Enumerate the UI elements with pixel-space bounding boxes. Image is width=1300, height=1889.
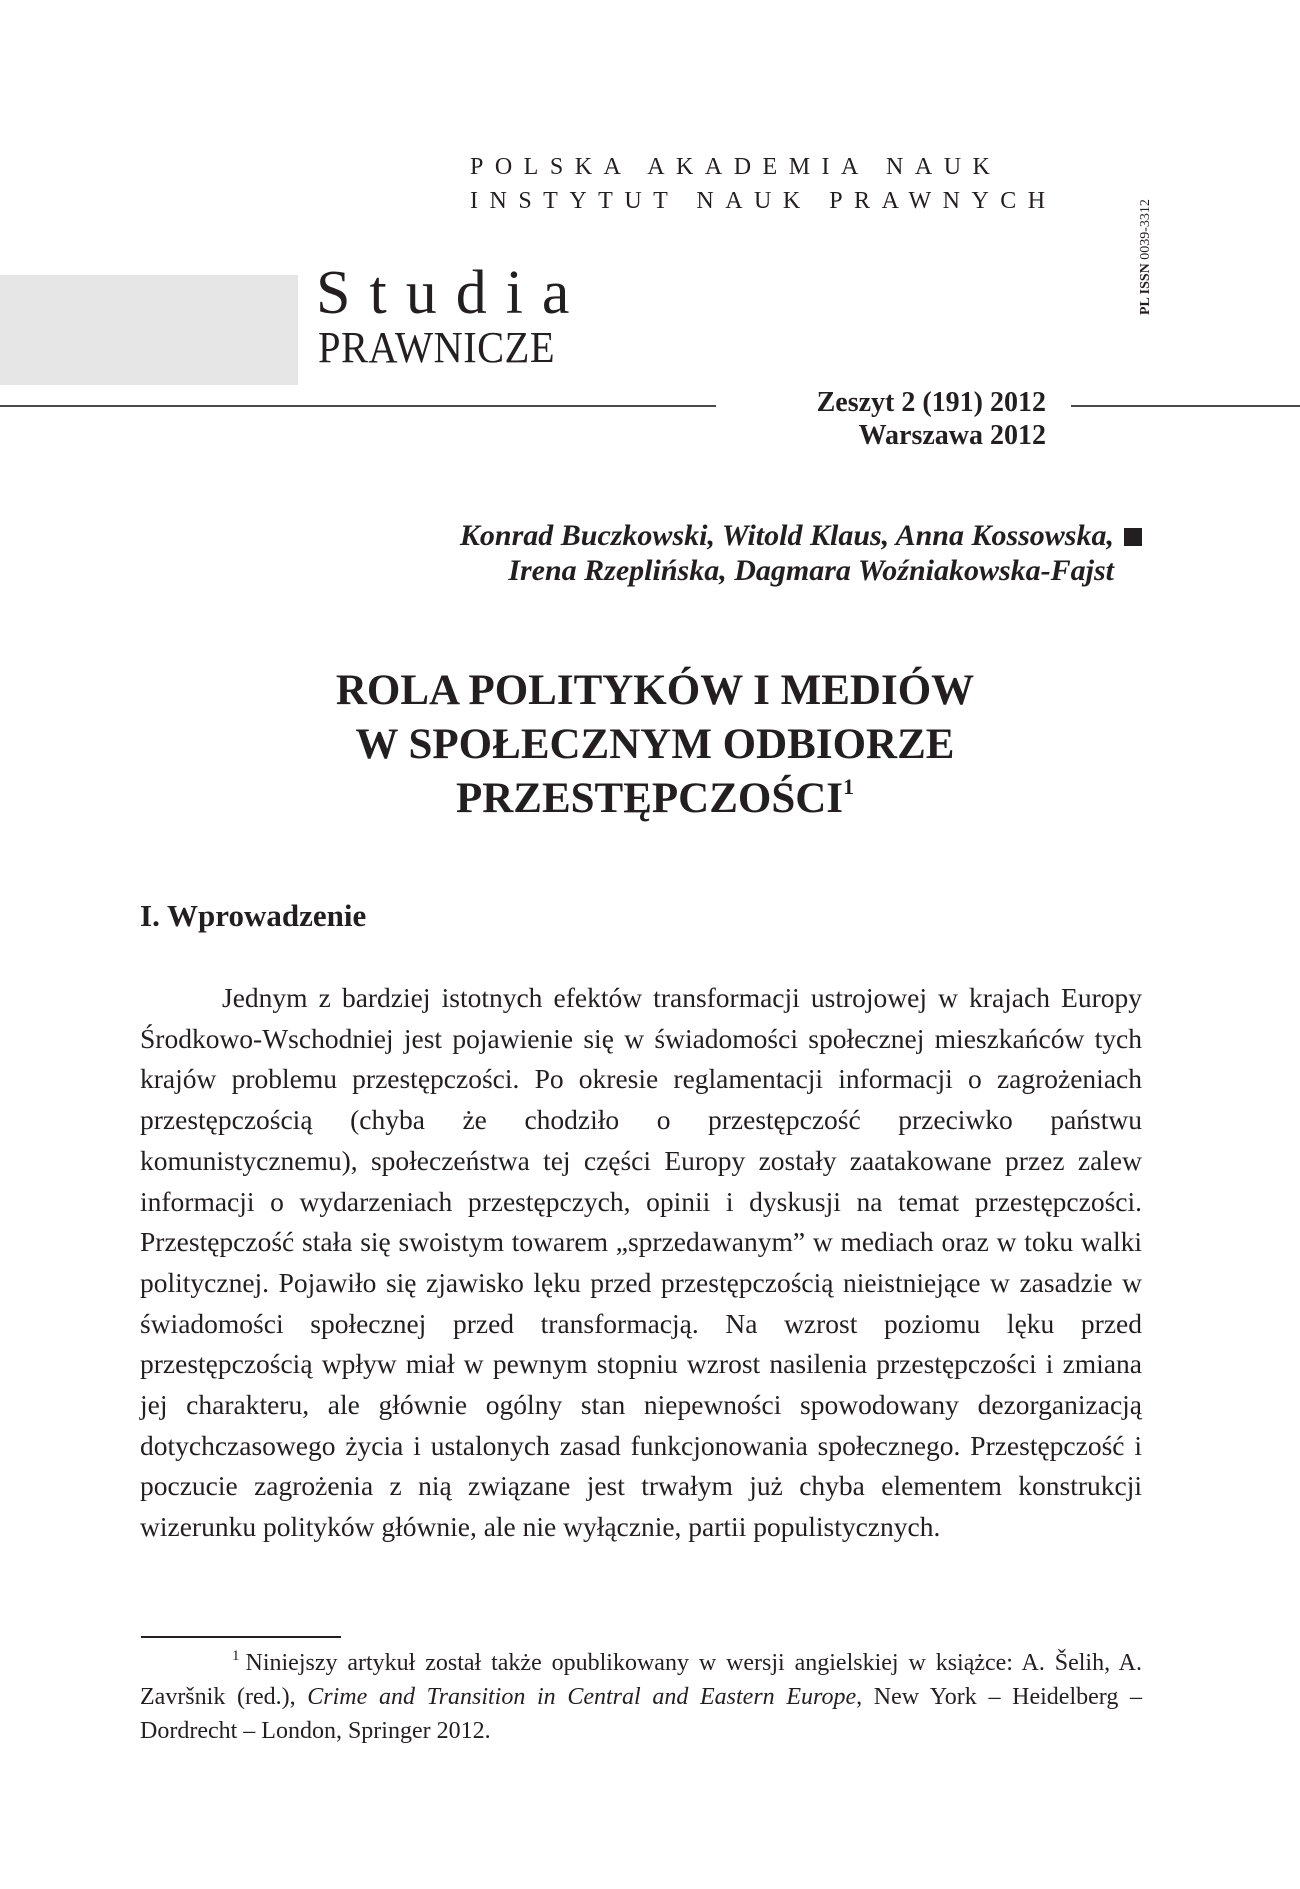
issue-number: Zeszyt 2 (191) 2012: [816, 387, 1046, 418]
journal-logo-block: [0, 275, 298, 385]
issn-label: [1138, 155, 1162, 315]
header-rule-right: [1071, 405, 1300, 407]
authors-line-1: Konrad Buczkowski, Witold Klaus, Anna Kossowska,: [459, 519, 1114, 552]
footnote-book-title: Crime and Transition in Central and Eastern Europe: [307, 1684, 857, 1710]
journal-name-prawnicze: PRAWNICZE: [318, 323, 556, 372]
title-footnote-ref[interactable]: 1: [843, 774, 855, 799]
title-line-2: W SPOŁECZNYM ODBIORZE: [355, 721, 955, 768]
author-list: [300, 518, 1114, 588]
title-line-1: ROLA POLITYKÓW I MEDIÓW: [335, 667, 975, 714]
author-marker-square-icon: [1124, 528, 1142, 546]
authors-line-2: Irena Rzeplińska, Dagmara Woźniakowska-Fajst: [508, 554, 1114, 587]
footnote: [140, 1646, 1142, 1748]
journal-name-studia: Studia: [316, 259, 589, 327]
title-line-3-text: PRZESTĘPCZOŚCI: [455, 775, 844, 822]
issn-prefix: PL ISSN: [1138, 263, 1153, 315]
issn-number: 0039-3312: [1138, 199, 1153, 260]
footnote-text-before: Niniejszy artykuł został także opublikowany w wersji angielskiej w książce: A. Šelih, A. Završnik (red.),: [140, 1650, 1142, 1710]
article-title: [240, 664, 1070, 826]
footnote-separator: [141, 1636, 341, 1638]
footnote-text-after: , New York – Heidelberg – Dordrecht – London, Springer 2012.: [140, 1684, 1142, 1744]
footnote-number: 1: [232, 1648, 240, 1664]
institution-line-academy: POLSKA AKADEMIA NAUK: [470, 154, 1002, 180]
body-paragraph: Jednym z bardziej istotnych efektów transformacji ustrojowej w krajach Europy Środkowo-Wschodniej jest pojawienie się w świadomości społecznej mieszkańców tych krajów problemu przestępczości. Po okresie reglamentacji informacji o zagrożeniach przestępczością (chyba że chodziło o przestępczość przeciwko państwu komunistycznemu), społeczeństwa tej części Europy zostały zaatakowane przez zalew informacji o wydarzeniach przestępczych, opinii i dyskusji na temat przestępczości. Przestępczość stała się swoistym towarem „sprzedawanym” w mediach oraz w toku walki politycznej. Pojawiło się zjawisko lęku przed przestępczością nieistniejące w zasadzie w świadomości społecznej przed transformacją. Na wzrost poziomu lęku przed przestępczością wpływ miał w pewnym stopniu wzrost nasilenia przestępczości i zmiana jej charakteru, ale głównie ogólny stan niepewności spowodowany dezorganizacją dotychczasowego życia i ustalonych zasad funkcjonowania społecznego. Przestępczość i poczucie zagrożenia z nią związane jest trwałym już chyba elementem konstrukcji wizerunku polityków głównie, ale nie wyłącznie, partii populistycznych.: [140, 982, 1142, 1543]
institution-header: [470, 150, 1057, 218]
institution-line-institute: INSTYTUT NAUK PRAWNYCH: [470, 188, 1057, 214]
issue-place-year: Warszawa 2012: [858, 420, 1046, 451]
header-rule-left: [0, 405, 716, 407]
title-line-3: [240, 772, 1070, 826]
section-heading: I. Wprowadzenie: [140, 898, 367, 933]
issue-info: [720, 386, 1046, 452]
